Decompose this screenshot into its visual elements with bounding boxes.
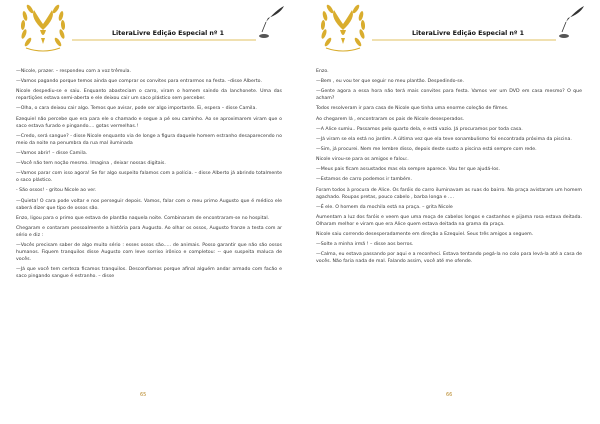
paragraph: Ao chegarem lá , encontraram os pais de Nicole desesperados. xyxy=(316,116,465,122)
paragraph: —Credo, será sangue? - disse Nicole enquanto via de longe a figura daquele homem estranho desaparecendo no meio da noite na penumbra da rua mal iluminada xyxy=(16,133,282,146)
paragraph: —Gente agora a essa hora não terá mais convites para festa. Vamos ver um DVD em casa mesmo? O que acham? xyxy=(316,89,582,102)
page-body xyxy=(316,68,582,269)
paragraph: —Vocês precisam saber de algo muito sério : esses ossos são..... de animais. Posso garantir que não são ossos humanos. Fiquem tranquilos disse Augusto com leve sorriso irônico e completou: -- que suspeita maluca de vocês. xyxy=(16,243,282,263)
paragraph: —Nicole, prazer. – respondeu com a voz trêmula. xyxy=(16,69,132,74)
paragraph: —Olha, o cara deixou cair algo. Temos que avisar, pode ser algo importante. Ei, espera – disse Camila. xyxy=(16,106,257,112)
header-title: LiteraLivre Edição Especial nº 1 xyxy=(412,30,525,37)
paragraph: - São ossos! - gritou Nicole ao ver. xyxy=(16,188,97,194)
page-number: 66 xyxy=(446,392,453,398)
page-body xyxy=(16,68,282,284)
quill-pen-icon xyxy=(559,6,584,38)
paragraph: —Estamos de carro podemos ir também. xyxy=(316,177,412,183)
paragraph: —Meus pais ficam assustados mas ela sempre aparece. Vou ter que ajudá-los. xyxy=(316,167,500,173)
paragraph: Aumentam a luz dos faróis e veem que uma moça de cabelos longos e castanhos e pijama rosa estava deitada. Olharam melhor e viram que era Alice quem estava deitada na grama da praça. xyxy=(316,214,582,227)
dove-icon xyxy=(33,10,53,44)
right-page xyxy=(300,0,600,424)
header-ornament xyxy=(300,0,600,56)
paragraph: Ezequiel não percebe que era para ele o chamado e segue a pé seu caminho. Ao se aproximarem viram que o saco estava furado e pingando.... gotas vermelhas.! xyxy=(16,116,282,129)
page-header xyxy=(0,0,300,56)
paragraph: —Quieta! O cara pode voltar e nos perseguir depois. Vamos, falar com o meu primo Augusto que é médico ele saberá dizer que tipo de ossos são. xyxy=(16,198,282,211)
header-ornament xyxy=(0,0,300,56)
paragraph: —Vamos parar com isso agora! Se for algo suspeito falamos com a polícia. – disse Alberto já abrindo totalmente o saco plástico. xyxy=(16,171,282,184)
dove-icon xyxy=(333,10,353,44)
paragraph: Nicole virou-se para os amigos e falou:. xyxy=(316,157,409,163)
paragraph: —Calma, eu estava passando por aqui e a reconheci. Estava tentando pegá-la no colo para levá-la até a casa de vocês. Não faria nada de mal. Falando assim, você até me ofende. xyxy=(316,252,582,265)
paragraph: Enzo, ligou para o primo que estava de plantão naquela noite. Combinaram de encontraram-se no hospital. xyxy=(16,215,270,221)
paragraph: Foram todos à procura de Alice. Os faróis do carro iluminavam as ruas do bairro. Na praça avistaram um homem agachado. Roupas pretas, pouco cabelo , barba longa e .... xyxy=(316,187,582,200)
paragraph: —A Alice sumiu.. Passamos pelo quarto dela, e está vazio. Já procuramos por toda casa. xyxy=(316,126,523,132)
page-header xyxy=(300,0,600,56)
paragraph: —Vamos abrir! – disse Camila. xyxy=(16,150,88,156)
paragraph: —Bem , eu vou ter que seguir no meu plantão. Despedindo-se. xyxy=(316,79,465,85)
paragraph: Chegaram e contaram pessoalmente a história para Augusto. Ao olhar os ossos, Augusto franze a testa com ar sério e diz : xyxy=(16,225,282,238)
header-title: LiteraLivre Edição Especial nº 1 xyxy=(112,30,225,37)
paragraph: Enzo. xyxy=(316,69,329,74)
paragraph: —Já viram se ela está no jardim. A última vez que ela teve sonambulismo foi encontrada próxima da piscina. xyxy=(316,136,572,142)
paragraph: Todos resolveram ir para casa de Nicole que tinha uma enorme coleção de filmes. xyxy=(316,106,509,112)
page-number: 65 xyxy=(140,392,147,398)
paragraph: —Já que você tem certeza ficamos tranquilos. Desconfiamos porque afinal alguém andar armado com facão e saco pingando sangue é estranho. – disse xyxy=(16,267,282,280)
paragraph: —Solte a minha irmã ! – disse aos berros. xyxy=(316,242,414,248)
paragraph: Nicole despediu-se e saiu. Enquanto abasteciam o carro, viram o homem saindo da lanchonete. Uma das repartições estava semi-aberta e ele deixou cair um saco plástico sem perceber. xyxy=(16,89,282,102)
paragraph: —Vamos pagando porque temos ainda que comprar os convites para entrarmos na festa. –disse Alberto. xyxy=(16,79,262,85)
paragraph: —Você não tem noção mesmo. Imagina , deixar nossas digitais. xyxy=(16,161,166,167)
paragraph: Nicole saiu correndo desesperadamente em direção a Ezequiel. Seus três amigos a seguem. xyxy=(316,232,534,238)
paragraph: —É ele. O homem da mochila está na praça. – grita Nicole xyxy=(316,204,453,210)
paragraph: —Sim, já procurei. Nem me lembre disso, depois deste susto a piscina está sempre com rede. xyxy=(316,147,537,153)
quill-pen-icon xyxy=(259,6,284,38)
